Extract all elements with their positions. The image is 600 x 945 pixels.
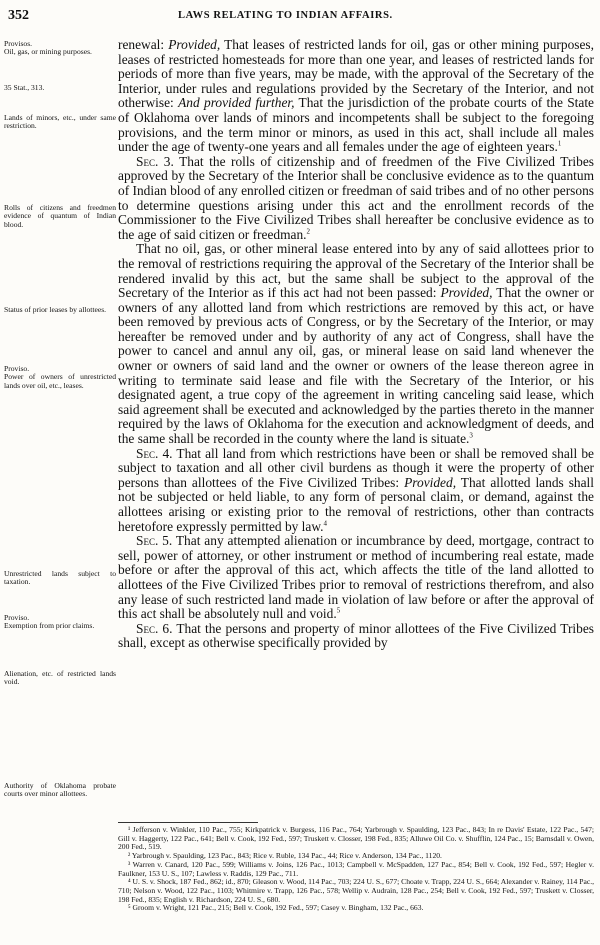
paragraph-section-3: Sec. 3. That the rolls of citizenship and of freedmen of the Five Civilized Tribes approved by the Secretary of the Interior shall be conclusive evidence as to the quantum of Indian blood of any enrolled citizen or freedman of said tribes and of no other persons to determine questions arising under this act and the enrollment records of the Commissioner to the Five Civilized Tribes shall hereafter be conclusive evidence as to the age of said citizen or freedman.$^2$ [118, 153, 594, 242]
footnote-ref: 1 [557, 139, 562, 148]
footnote-2: ² Yarbrough v. Spaulding, 123 Pac., 843; Rice v. Ruble, 134 Pac., 44; Rice v. Anderson, 134 Pac., 1120. [128, 851, 442, 861]
margin-note-power-of-owners: Proviso. Power of owners of unrestricted lands over oil, etc., leases. [4, 364, 116, 390]
paragraph-section-5: Sec. 5. That any attempted alienation or incumbrance by deed, mortgage, contract to sell, power of attorney, or other instrument or method of incumbering real estate, made before or after the approval of this act, which affects the title of the land allotted to allottees of the Five Civilized Tribes prior to removal of restrictions therefrom, and also any lease of such restricted land made in violation of law before or after the approval of this act shall be absolutely null and void.$^5$ [118, 533, 595, 622]
paragraph-section-4: Sec. 4. That all land from which restrictions have been or shall be removed shall be subject to taxation and all other civil burdens as though it were the property of other persons than allottees of the Five Civilized Tribes: Provided, That allotted lands shall not be subjected or held liable, to any form of personal claim, or demand, against the allottees arising or existing prior to the removal of restrictions, other than contracts heretofore expressly permitted by law.$^4$ [118, 445, 595, 534]
paragraph-prior-leases: That no oil, gas, or other mineral lease entered into by any of said allottees prior to the removal of restrictions requiring the approval of the Secretary of the Interior shall be rendered invalid by this act, but the same shall be subject to the approval of the Secretary of the Interior as if this act had not been passed: Provided, That the owner or owners of any allotted land from which restrictions are removed by this act, or have been removed by previous acts of Congress, or by the Secretary of the Interior, or may hereafter be removed under and by authority of any act of Congress, shall have the power to cancel and annul any oil, gas, or mineral lease on said land whenever the owner or owners of said land and the owner or owners of the lease thereon agree in writing to terminate said lease and file with the Secretary of the Interior, or his designated agent, a true copy of the agreement in writing canceling said lease, which said agreement shall be executed and acknowledged by the parties thereto in the manner required by the laws of Oklahoma for the execution and acknowledgment of deeds, and the same shall be recorded in the county where the land is situate.$^3$ [118, 241, 594, 447]
margin-note-rolls-of-citizens: Rolls of citizens and freedmen evidence of quantum of Indian blood. [4, 203, 116, 229]
margin-note-stat-citation: 35 Stat., 313. [4, 83, 45, 92]
main-text [118, 38, 594, 651]
margin-note-prior-leases: Status of prior leases by allottees. [4, 305, 107, 314]
paragraph-section-6: Sec. 6. That the persons and property of minor allottees of the Five Civilized Tribes shall, except as otherwise specifically provided by [118, 620, 594, 651]
margin-note-alienation: Alienation, etc. of restricted lands void. [4, 669, 116, 687]
page-header [8, 8, 592, 24]
margin-note-exemption: Proviso. Exemption from prior claims. [4, 613, 95, 631]
footnote-1: ¹ Jefferson v. Winkler, 110 Pac., 755; Kirkpatrick v. Burgess, 116 Pac., 764; Yarbrough v. Spaulding, 123 Pac., 843; In re Davis' Estate, 122 Pac., 547; Gill v. Haggerty, 122 Pac., 641; Bell v. Cook, 192 Fed., 597; Truskett v. Closser, 198 Fed., 835; Alluwe Oil Co. v. Shufflin, 124 Pac., 15; Barnsdall v. Owen, 200 Fed., 519. [118, 825, 594, 852]
footnote-divider [118, 822, 258, 823]
footnote-ref: 5 [336, 606, 341, 615]
footnotes [118, 826, 594, 913]
running-title: LAWS RELATING TO INDIAN AFFAIRS. [178, 10, 393, 21]
footnote-4: ⁴ U. S. v. Shock, 187 Fed., 862; id., 870; Gleason v. Wood, 114 Pac., 703; 224 U. S., 677; Choate v. Trapp, 224 U. S., 664; Alexander v. Rainey, 114 Pac., 710; Nelson v. Wood, 122 Pac., 1103; Whitmire v. Trapp, 126 Pac., 578; Wellip v. Audrain, 128 Pac., 254; Bell v. Cook, 192 Fed., 597; Truskett v. Closser, 198 Fed., 835; English v. Richardson, 224 U. S., 680. [118, 877, 594, 904]
footnote-ref: 4 [323, 519, 327, 528]
margin-note-lands-of-minors: Lands of minors, etc., under same restriction. [4, 113, 116, 131]
margin-note-provisos-oil-gas: Provisos. Oil, gas, or mining purposes. [4, 39, 92, 57]
footnote-ref: 2 [306, 227, 310, 236]
margin-note-probate-courts: Authority of Oklahoma probate courts over minor allottees. [4, 781, 116, 799]
margin-note-unrestricted-lands: Unrestricted lands subject to taxation. [4, 569, 116, 587]
page-number: 352 [8, 8, 29, 23]
footnote-5: ⁵ Groom v. Wright, 121 Pac., 215; Bell v. Cook, 192 Fed., 597; Casey v. Bingham, 132 Pac., 663. [128, 903, 424, 913]
footnote-ref: 3 [469, 431, 473, 440]
paragraph-renewal: renewal: Provided, That leases of restricted lands for oil, gas or other mining purposes, leases of restricted homesteads for more than one year, and leases of restricted lands for periods of more than five years, may be made, with the approval of the Secretary of the Interior, under rules and regulations provided by the Secretary of the Interior, and not otherwise: And provided further, That the jurisdiction of the probate courts of the State of Oklahoma over lands of minors and incompetents shall be subject to the foregoing provisions, and the term minor or minors, as used in this act, shall include all males under the age of twenty-one years and all females under the age of eighteen years.$^1$ [118, 37, 594, 155]
footnote-3: ³ Warren v. Canard, 120 Pac., 599; Williams v. Joins, 126 Pac., 1013; Campbell v. McSpadden, 127 Pac., 854; Bell v. Cook, 192 Fed., 597; Hegler v. Faulkner, 153 U. S., 107; Lawless v. Raddis, 129 Pac., 711. [118, 859, 594, 878]
